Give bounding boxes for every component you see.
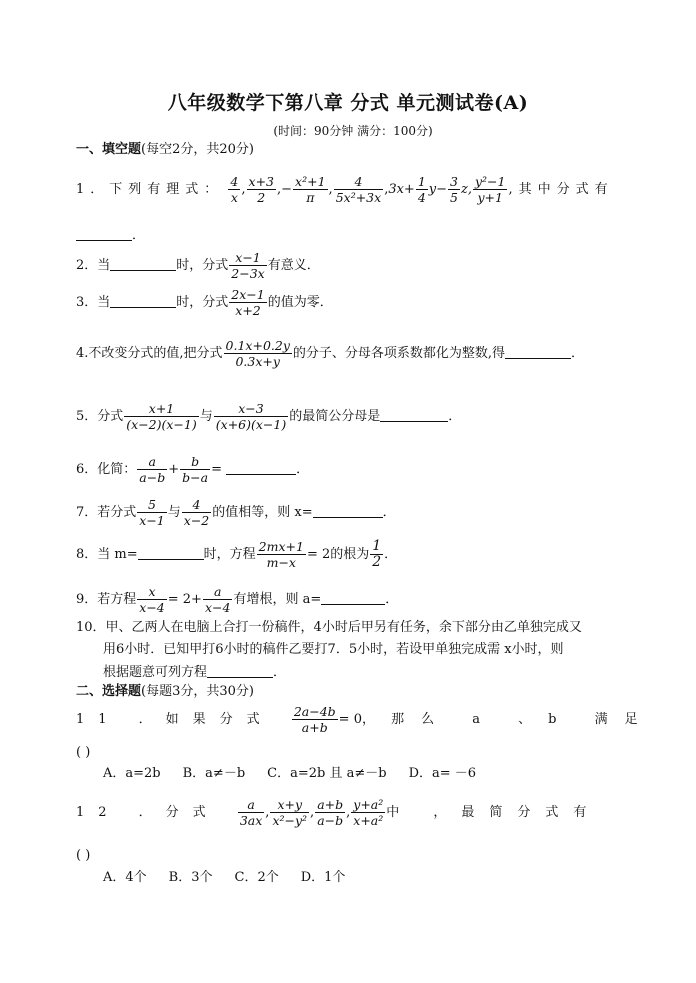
answer-blank[interactable] (138, 547, 204, 560)
fraction: $\frac{\text{x²+1}}{\pi}$ (295, 174, 326, 205)
fraction: $\frac{2mx+1}{m-x}$ (258, 539, 304, 570)
fraction: $\frac{4}{\text{5x²+3x}}$ (335, 174, 382, 205)
answer-blank[interactable] (505, 346, 571, 359)
question-10-line-3: 根据题意可列方程 ． (103, 665, 287, 680)
fraction: $\frac{x+y}{\text{x²−y²}}$ (272, 797, 308, 828)
section-multiple-choice: 二、选择题(每题3分，共30分) (76, 684, 254, 699)
question-7: 7．若分式 $\frac{5}{x-1}$ 与 $\frac{4}{x-2}$ 的值相等，则 x= ． (76, 497, 396, 528)
fraction: $\frac{b}{b-a}$ (182, 454, 209, 485)
question-12: 12 ．分式 $\frac{a}{3ax}$ , $\frac{x+y}{\text{x²−y²}}$ , $\frac{a+b}{a-b}$ , $\frac{\text{y+a²}}{\text{x+a²}}$ 中 ，最简分式有 (76, 797, 602, 828)
fraction: $\frac{\text{y²−1}}{y+1}$ (474, 174, 506, 205)
fraction: $\frac{x-3}{(x+6)(x-1)}$ (215, 401, 287, 432)
fraction: $\frac{2a-4b}{a+b}$ (293, 704, 336, 735)
fraction: $\frac{x+3}{2}$ (248, 174, 274, 205)
question-1-answer: ． (76, 228, 145, 242)
question-9: 9．若方程 $\frac{x}{x-4}$ = 2+ $\frac{a}{x-4}$ 有增根，则 a= ． (76, 584, 399, 615)
exam-info: (时间：90分钟 满分：100分) (273, 124, 433, 138)
question-5: 5．分式 $\frac{x+1}{(x-2)(x-1)}$ 与 $\frac{x-3}{(x+6)(x-1)}$ 的最简公分母是 ． (76, 401, 462, 432)
question-11-paren[interactable]: ( ) (76, 745, 91, 760)
question-8: 8．当 m= 时，方程 $\frac{2mx+1}{m-x}$ = 2的根为 $\frac{1}{2}$ ． (76, 538, 398, 570)
fraction: $\frac{4}{x}$ (230, 174, 239, 205)
fraction: $\frac{x+1}{(x-2)(x-1)}$ (126, 401, 197, 432)
fraction: $\frac{\text{y+a²}}{\text{x+a²}}$ (353, 797, 384, 828)
question-12-paren[interactable]: ( ) (76, 848, 91, 863)
fraction: $\frac{4}{x-2}$ (183, 497, 210, 528)
fraction: $\frac{a}{x-4}$ (204, 584, 231, 615)
fraction: $\frac{5}{x-1}$ (139, 497, 165, 528)
option-b[interactable]: B．a≠－b (182, 766, 246, 781)
answer-blank[interactable] (110, 295, 176, 308)
question-3: 3．当 时，分式 $\frac{2x-1}{x+2}$ 的值为零． (76, 287, 333, 318)
answer-blank[interactable] (110, 258, 176, 271)
answer-blank[interactable] (321, 592, 385, 605)
fraction: $\frac{1}{4}$ (417, 174, 426, 205)
option-d[interactable]: D．a= －6 (408, 766, 477, 781)
fraction: $\frac{x}{x-4}$ (139, 584, 165, 615)
question-1: 1．下列有理式： $\frac{4}{x}$ , $\frac{x+3}{2}$ ,− $\frac{\text{x²+1}}{\pi}$ , $\frac{4}{\text{5x²+3x}}$ ,3x+ $\frac{1}{4}$ y− $\frac{3}{5}$ z, $\frac{\text{y²−1}}{y+1}$ ,其中分式有 (76, 174, 614, 205)
fraction: $\frac{a}{a-b}$ (139, 454, 166, 485)
answer-blank[interactable] (226, 462, 296, 475)
fraction: $\frac{3}{5}$ (450, 174, 458, 205)
fraction: $\frac{a}{3ax}$ (239, 797, 263, 828)
question-12-options (103, 871, 367, 884)
question-6: 6．化简： $\frac{a}{a-b}$ + $\frac{b}{b-a}$ = ． (76, 454, 310, 485)
fraction: $\frac{0.1x+0.2y}{0.3x+y}$ (225, 338, 290, 369)
fraction: $\frac{1}{2}$ (372, 538, 382, 570)
section-fill-blank: 一、填空题(每空2分，共20分) (76, 142, 254, 157)
question-10-line-2: 用6小时．已知甲打6小时的稿件乙要打7．5小时，若设甲单独完成需 x小时，则 (103, 642, 564, 657)
answer-blank[interactable] (76, 228, 132, 241)
question-4: 4.不改变分式的值,把分式 $\frac{0.1x+0.2y}{0.3x+y}$ 的分子、分母各项系数都化为整数,得 ． (76, 338, 585, 369)
answer-blank[interactable] (380, 409, 448, 422)
page-title: 八年级数学下第八章 分式 单元测试卷(A) (167, 92, 529, 114)
option-c[interactable]: C．2个 (234, 870, 279, 885)
fraction: $\frac{2x-1}{x+2}$ (231, 287, 265, 318)
question-10-line-1: 10．甲、乙两人在电脑上合打一份稿件，4小时后甲另有任务，余下部分由乙单独完成又 (76, 620, 582, 635)
question-11-options (103, 767, 498, 780)
answer-blank[interactable] (207, 665, 273, 678)
question-2: 2．当 时，分式 $\frac{x-1}{2-3x}$ 有意义． (76, 250, 320, 281)
option-a[interactable]: A．4个 (103, 870, 147, 885)
option-c[interactable]: C．a=2b 且 a≠－b (267, 766, 387, 781)
option-d[interactable]: D．1个 (300, 870, 346, 885)
fraction: $\frac{a+b}{a-b}$ (317, 797, 344, 828)
option-a[interactable]: A．a=2b (103, 766, 161, 781)
option-b[interactable]: B．3个 (168, 870, 213, 885)
question-11: 11 ．如果分式 $\frac{2a-4b}{a+b}$ = 0， 那么 a 、b 满足 (76, 704, 655, 735)
fraction: $\frac{x-1}{2-3x}$ (231, 250, 265, 281)
answer-blank[interactable] (313, 505, 383, 518)
